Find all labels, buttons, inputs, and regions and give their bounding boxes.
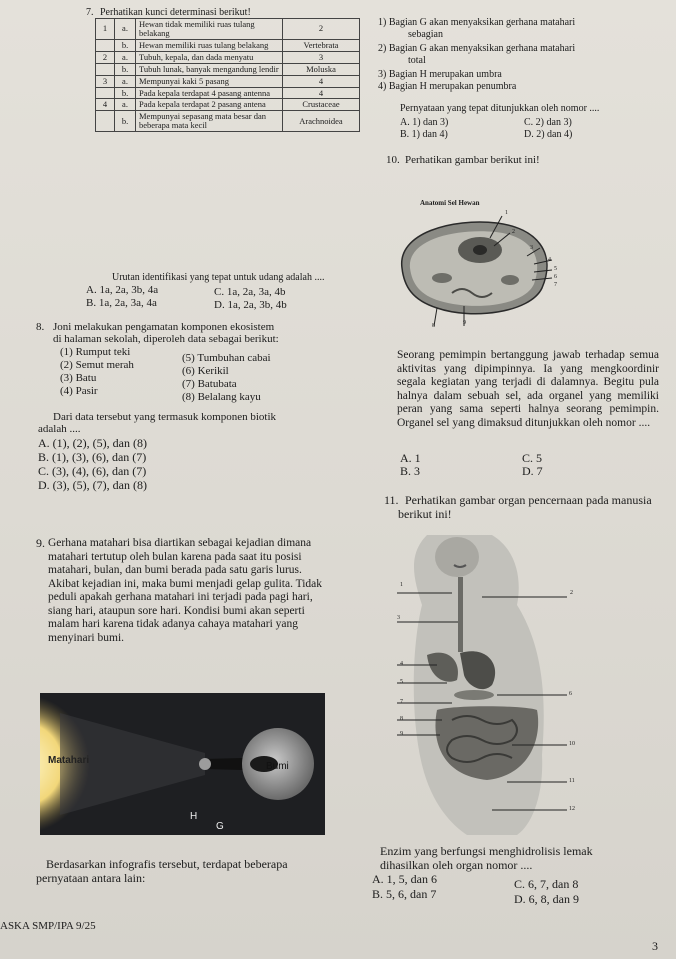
q8-option-a[interactable]: A. (1), (2), (5), dan (8) [38,436,147,450]
q9-statement: sebagian [408,29,443,40]
q11-intro-1: Perhatikan gambar organ pencernaan pada manusia [405,493,652,507]
key-answer-cell: Vertebrata [283,39,360,51]
cell-label: 2 [512,229,515,235]
cell-label: 1 [505,210,508,216]
moon-shape [199,758,211,770]
key-description-cell: Tubuh, kepala, dan dada menyatu [136,51,283,63]
q10-option-d[interactable]: D. 7 [522,464,543,478]
nucleolus-shape [473,245,487,255]
q7-question: Urutan identifikasi yang tepat untuk udang adalah .... [112,272,325,283]
key-answer-cell: Arachnoidea [283,111,360,132]
q11-intro-2: berikut ini! [398,507,452,521]
key-description-cell: Pada kepala terdapat 4 pasang antenna [136,87,283,99]
q9-option-d[interactable]: D. 2) dan 4) [524,129,573,140]
q9-paragraph: Gerhana matahari bisa diartikan sebagai kejadian dimana matahari tertutup oleh bulan karena pada saat itu posisi matahari, bulan, dan bumi berada pada satu garis lurus. Akibat kejadian ini, maka bumi menjadi gelap gulita. Tidak peduli apakah gerhana matahari ini terjadi pada pagi hari, siang hari, ataupun sore hari. Kondisi bumi akan seperti malam hari karena tidak adanya cahaya matahari yang menyinari bumi. [48,537,323,644]
organ-label: 1 [400,582,403,588]
animal-cell-figure [392,208,562,333]
q8-option-d[interactable]: D. (3), (5), (7), dan (8) [38,478,147,492]
key-letter-cell: b. [115,87,136,99]
q7-intro: Perhatikan kunci determinasi berikut! [100,7,251,18]
earth-label: Bumi [266,761,289,772]
q8-item: (5) Tumbuhan cabai [182,352,271,364]
organ-label: 6 [569,691,572,697]
eclipse-infographic [40,693,325,835]
key-answer-cell: 4 [283,75,360,87]
key-description-cell: Mempunyai sepasang mata besar dan beberapa mata kecil [136,111,283,132]
key-letter-cell: a. [115,19,136,40]
pancreas-shape [454,690,494,700]
q9-option-a[interactable]: A. 1) dan 3) [400,117,449,128]
q10-option-a[interactable]: A. 1 [400,451,421,465]
key-letter-cell: a. [115,75,136,87]
key-answer-cell: Moluska [283,63,360,75]
cell-label: 9 [463,320,466,326]
q10-option-b[interactable]: B. 3 [400,464,421,478]
q7-option-b[interactable]: B. 1a, 2a, 3a, 4a [86,297,157,309]
cell-figure-title: Anatomi Sel Hewan [420,199,480,207]
organ-label: 12 [569,806,575,812]
organ-label: 9 [400,731,403,737]
key-number-cell [96,63,115,75]
key-number-cell: 1 [96,19,115,40]
key-letter-cell: b. [115,63,136,75]
organelle-shape [501,275,519,285]
determination-key-row [96,111,360,132]
key-answer-cell: 2 [283,19,360,40]
q11-option-b[interactable]: B. 5, 6, dan 7 [372,887,437,901]
q9-option-b[interactable]: B. 1) dan 4) [400,129,448,140]
organelle-shape [432,273,452,283]
determination-key-row [96,63,360,75]
key-description-cell: Tubuh lunak, banyak mengandung lendir [136,63,283,75]
label-g: G [216,821,224,832]
cell-label: 7 [554,282,557,288]
organ-label: 8 [400,716,403,722]
label-h: H [190,811,198,822]
organ-label: 5 [400,679,403,685]
q9-question-1: Berdasarkan infografis tersebut, terdapat beberapa [46,857,288,871]
q9-statement: 4) Bagian H merupakan penumbra [378,81,517,92]
q8-number: 8. [36,321,45,333]
key-number-cell: 2 [96,51,115,63]
cell-label: 5 [554,266,557,272]
q8-item: (1) Rumput teki [60,346,131,358]
q9-number: 9. [36,536,45,550]
key-description-cell: Mempunyai kaki 5 pasang [136,75,283,87]
sun-label: Matahari [48,755,90,766]
determination-key-row [96,75,360,87]
q11-option-d[interactable]: D. 6, 8, dan 9 [514,892,579,906]
q8-item: (7) Batubata [182,378,237,390]
q9-statement: total [408,55,426,66]
key-answer-cell: 3 [283,51,360,63]
organ-label: 2 [570,590,573,596]
q8-text-2: di halaman sekolah, diperoleh data sebagai berikut: [53,333,279,345]
key-answer-cell: 4 [283,87,360,99]
key-description-cell: Hewan tidak memiliki ruas tulang belakang [136,19,283,40]
footer-code: ASKA SMP/IPA 9/25 [0,920,96,932]
q8-item: (8) Belalang kayu [182,391,261,403]
cell-label: 6 [554,274,557,280]
q10-option-c[interactable]: C. 5 [522,451,543,465]
key-letter-cell: b. [115,111,136,132]
q11-number: 11. [384,493,399,507]
cell-label: 4 [548,257,551,263]
q9-statement: 2) Bagian G akan menyaksikan gerhana matahari [378,43,576,54]
q8-question-1: Dari data tersebut yang termasuk komponen biotik [53,411,276,423]
determination-key-row [96,19,360,40]
q11-option-c[interactable]: C. 6, 7, dan 8 [514,877,579,891]
q10-intro: Perhatikan gambar berikut ini! [405,154,540,166]
q8-item: (6) Kerikil [182,365,229,377]
q7-option-a[interactable]: A. 1a, 2a, 3b, 4a [86,284,159,296]
determination-key-row [96,87,360,99]
determination-key-row [96,51,360,63]
q10-number: 10. [386,154,400,166]
key-number-cell [96,111,115,132]
determination-key-row [96,39,360,51]
key-number-cell [96,39,115,51]
key-answer-cell: Crustaceae [283,99,360,111]
q8-option-b[interactable]: B. (1), (3), (6), dan (7) [38,450,147,464]
q7-option-c[interactable]: C. 1a, 2a, 3a, 4b [214,286,286,298]
key-letter-cell: a. [115,99,136,111]
digestive-system-figure [392,535,592,835]
key-number-cell: 3 [96,75,115,87]
q9-prompt: Pernyataan yang tepat ditunjukkan oleh nomor .... [400,103,600,114]
q9-statement: 1) Bagian G akan menyaksikan gerhana matahari [378,17,576,28]
q8-item: (4) Pasir [60,385,98,397]
cell-label: 8 [432,323,435,329]
esophagus-shape [458,577,463,652]
organ-label: 3 [397,615,400,621]
key-number-cell [96,87,115,99]
q11-question-2: dihasilkan oleh organ nomor .... [380,858,533,872]
key-description-cell: Hewan memiliki ruas tulang belakang [136,39,283,51]
q9-option-c[interactable]: C. 2) dan 3) [524,117,572,128]
q8-question-2: adalah .... [38,423,81,435]
q11-question-1: Enzim yang berfungsi menghidrolisis lemak [380,844,593,858]
q7-number: 7. [86,7,94,18]
q9-statement: 3) Bagian H merupakan umbra [378,69,502,80]
q8-text-1: Joni melakukan pengamatan komponen ekosistem [53,321,275,333]
key-description-cell: Pada kepala terdapat 2 pasang antena [136,99,283,111]
cell-label: 3 [530,245,533,251]
key-letter-cell: a. [115,51,136,63]
q8-item: (2) Semut merah [60,359,134,371]
q9-question-2: pernyataan antara lain: [36,871,146,885]
q7-option-d[interactable]: D. 1a, 2a, 3b, 4b [214,299,287,311]
q8-item: (3) Batu [60,372,97,384]
page-number: 3 [652,939,658,953]
determination-key-row [96,99,360,111]
organ-label: 7 [400,699,403,705]
key-number-cell: 4 [96,99,115,111]
q8-option-c[interactable]: C. (3), (4), (6), dan (7) [38,464,147,478]
determination-key-table [95,18,360,132]
q10-paragraph: Seorang pemimpin bertanggung jawab terhadap semua aktivitas yang dipimpinnya. Ia yang mengkoordinir segala kegiatan yang terjadi di dalamnya. Begitu pula halnya dalam sebuah sel, ada organel yang memiliki peran yang sama seperti halnya seorang pemimpin. Organel sel yang dimaksud ditunjukkan oleh nomor .... [397,349,659,429]
head-shape [435,537,479,577]
organ-label: 10 [569,741,575,747]
q11-option-a[interactable]: A. 1, 5, dan 6 [372,872,437,886]
organ-label: 4 [400,661,403,667]
organ-label: 11 [569,778,575,784]
key-letter-cell: b. [115,39,136,51]
